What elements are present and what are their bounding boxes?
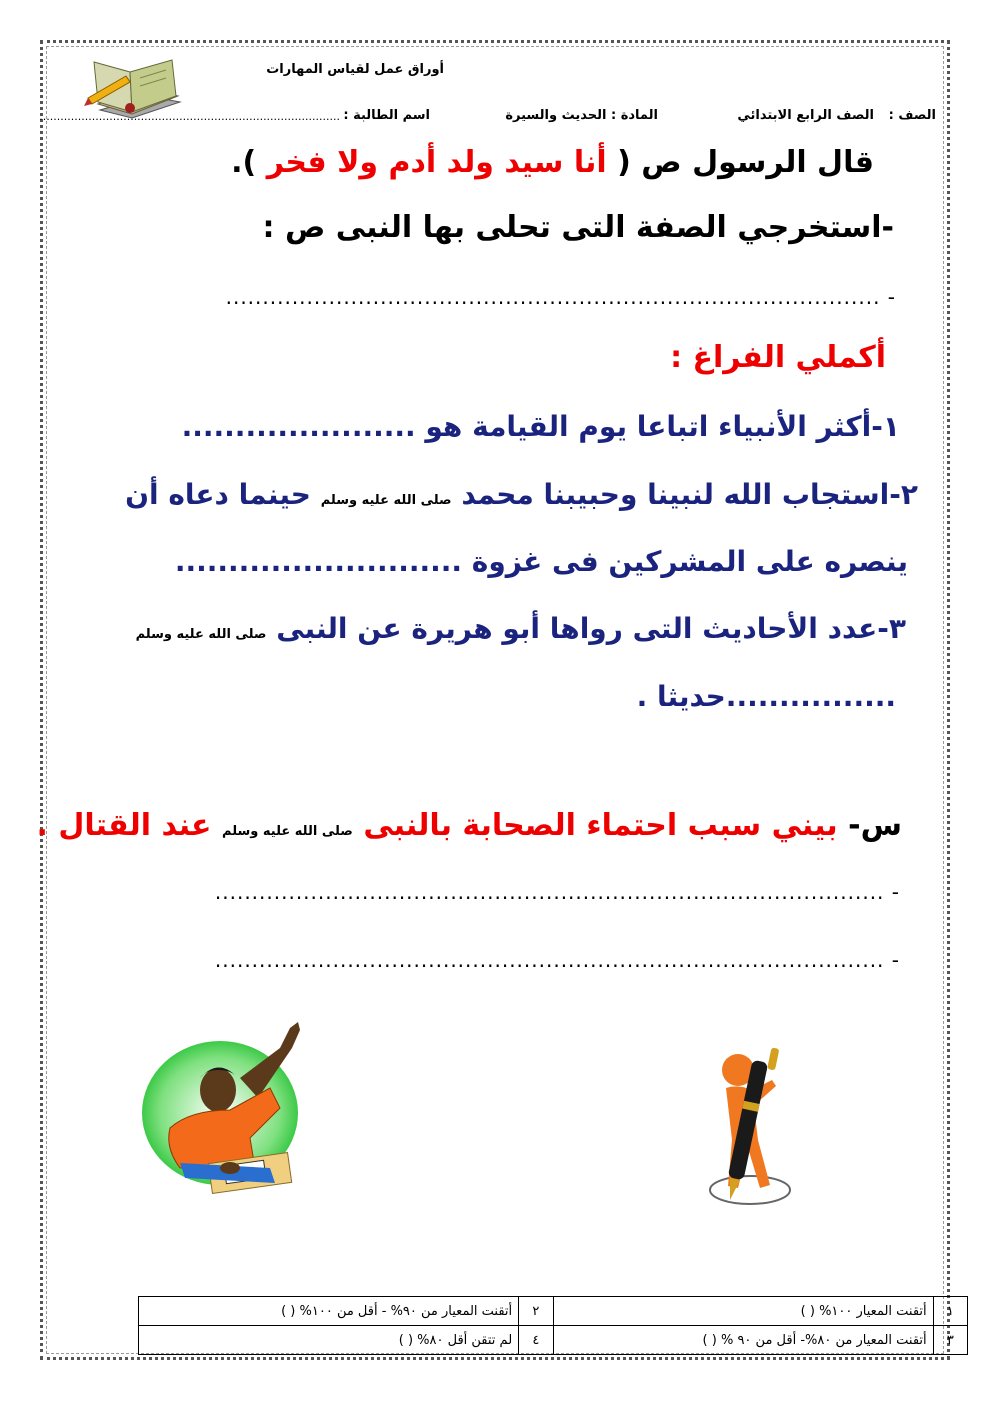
explain-prefix: س- [848,808,902,843]
blank-question-3-line2: ................حديثا . [636,680,896,713]
blank-question-3 [136,612,906,645]
hadith-quote: أنا سيد ولد أدم ولا فخر [266,145,607,180]
q2-part1: ٢-استجاب الله لنبينا وحبيبنا محمد [461,478,918,511]
explain-part2: عند القتال . [36,808,212,843]
worksheet-title: أوراق عمل لقياس المهارات [266,62,444,77]
hadith-line [231,145,874,180]
criteria-num: ٤ [519,1326,553,1355]
explain-part1: بيني سبب احتماء الصحابة بالنبى [363,808,838,843]
student-raising-hand-icon [140,1018,330,1208]
figure-with-pen-icon [700,1040,810,1210]
criteria-text: لم تتقن أقل ٨٠% ( ) [139,1326,519,1355]
blank-question-2-line2: ينصره على المشركين فى غزوة ........................... [174,545,908,578]
explain-question [37,808,903,843]
explain-answer-line-2[interactable]: - ........................................................................................... [214,948,900,972]
criteria-row [139,1326,968,1355]
q3-pbuh: صلى الله عليه وسلم [135,627,267,642]
criteria-text: أتقنت المعيار ١٠٠% ( ) [553,1297,933,1326]
criteria-num: ٢ [519,1297,553,1326]
student-name-label: اسم الطالبة : [343,108,430,123]
explain-pbuh: صلى الله عليه وسلم [222,824,353,839]
q2-pbuh: صلى الله عليه وسلم [320,493,452,508]
fill-blanks-heading: أكملي الفراغ : [670,340,886,375]
hadith-answer-line[interactable]: - ......................................................................................... [225,285,896,309]
blank-question-2 [125,478,918,511]
hadith-question: -استخرجي الصفة التى تحلى بها النبى ص : [262,210,894,245]
criteria-row [139,1297,968,1326]
hadith-prefix: قال الرسول ص ( [617,145,874,180]
hadith-suffix: ). [231,145,257,180]
grade-label: الصف : [888,108,936,123]
q2-part2: حينما دعاه أن [125,478,311,511]
criteria-num: ١ [933,1297,967,1326]
criteria-text: أتقنت المعيار من ٩٠% - أقل من ١٠٠% ( ) [139,1297,519,1326]
criteria-num: ٣ [933,1326,967,1355]
subject-label: المادة : الحديث والسيرة [505,108,658,123]
criteria-text: أتقنت المعيار من ٨٠%- أقل من ٩٠ % ( ) [553,1326,933,1355]
student-name-line[interactable]: ...................................................................................... [39,110,340,123]
criteria-table [138,1296,968,1355]
explain-answer-line-1[interactable]: - ........................................................................................... [214,880,900,904]
grade-value: الصف الرابع الابتدائي [737,108,874,123]
blank-question-1: ١-أكثر الأنبياء اتباعا يوم القيامة هو ...................... [181,410,900,443]
q3-part1: ٣-عدد الأحاديث التى رواها أبو هريرة عن النبى [276,612,906,645]
